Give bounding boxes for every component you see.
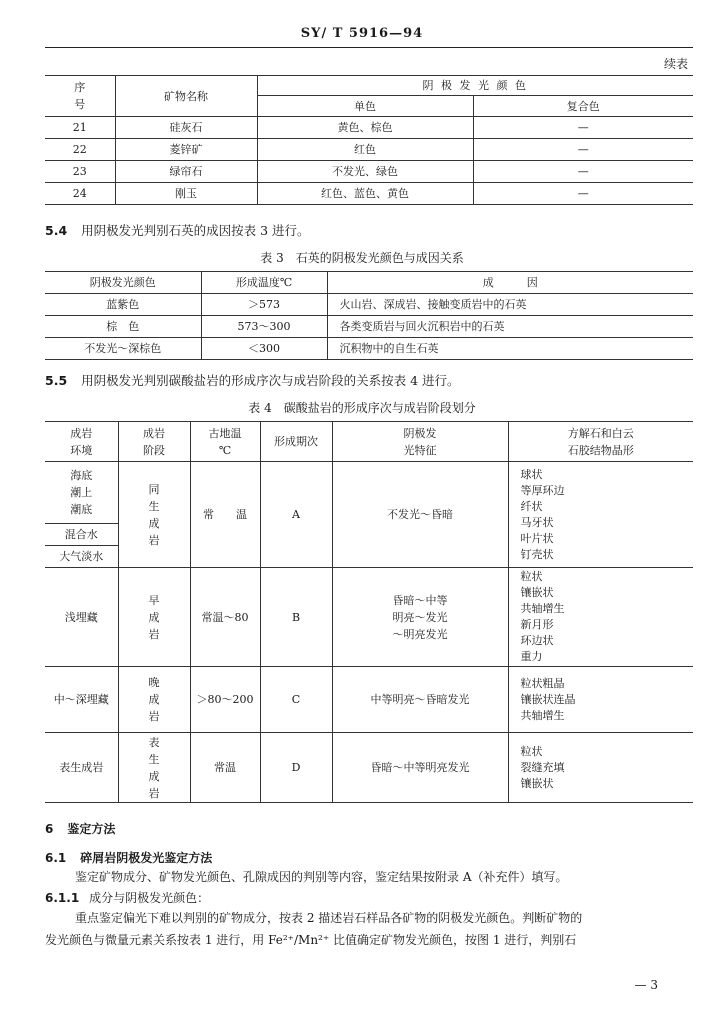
- table-row: 23 绿帘石 不发光、绿色 —: [45, 161, 693, 183]
- section-6: 6 鉴定方法: [45, 822, 116, 836]
- header-rule: [45, 47, 693, 48]
- stage-cell: 晚 成 岩: [118, 667, 190, 733]
- cl-cell: 不发光～昏暗: [332, 462, 508, 568]
- stage-header: 成岩 阶段: [118, 422, 190, 462]
- table-row: 棕 色 573～300 各类变质岩与回火沉积岩中的石英: [45, 316, 693, 338]
- stage-cell: 早 成 岩: [118, 568, 190, 667]
- mineral-header: 矿物名称: [115, 76, 257, 117]
- table-row: 不发光～深棕色 ＜300 沉积物中的自生石英: [45, 338, 693, 360]
- table-row: 21 硅灰石 黄色、棕色 —: [45, 117, 693, 139]
- fabric-cell: 粒状 裂缝充填 镶嵌状: [508, 733, 693, 803]
- cl-cell: 中等明亮～昏暗发光: [332, 667, 508, 733]
- temp-cell: 常温: [190, 733, 260, 803]
- env-cell: 混合水: [45, 524, 118, 546]
- cl-cell: 昏暗～中等 明亮～发光 ～明亮发光: [332, 568, 508, 667]
- continued-label: 续表: [663, 57, 688, 71]
- temp-header: 古地温 ℃: [190, 422, 260, 462]
- table3: [45, 271, 693, 360]
- cl-color-header: 阴 极 发 光 颜 色: [257, 76, 693, 96]
- cl-cell: 昏暗～中等明亮发光: [332, 733, 508, 803]
- fabric-cell: 粒状 镶嵌状 共轴增生 新月形 环边状 重力: [508, 568, 693, 667]
- env-cell: 表生成岩: [45, 733, 118, 803]
- stage-cell: 表 生 成 岩: [118, 733, 190, 803]
- period-cell: A: [260, 462, 332, 568]
- period-header: 形成期次: [260, 422, 332, 462]
- single-color-header: 单色: [257, 96, 473, 117]
- fabric-cell: 粒状粗晶 镶嵌状连晶 共轴增生: [508, 667, 693, 733]
- continued-table: [45, 75, 693, 205]
- section-6-1-1-para1: 重点鉴定偏光下难以判别的矿物成分，按表 2 描述岩石样品各矿物的阴极发光颜色。判断矿物的: [75, 911, 583, 925]
- section-5-4: 5.4 用阴极发光判别石英的成因按表 3 进行。: [45, 223, 310, 238]
- section-5-5: 5.5 用阴极发光判别碳酸盐岩的形成序次与成岩阶段的关系按表 4 进行。: [45, 373, 460, 388]
- table3-header: 阴极发光颜色: [45, 272, 201, 294]
- table-row: [45, 733, 693, 803]
- table-row: [45, 568, 693, 667]
- table4-caption: 表 4 碳酸盐岩的形成序次与成岩阶段划分: [248, 401, 476, 415]
- table3-caption: 表 3 石英的阴极发光颜色与成因关系: [260, 251, 464, 265]
- env-cell: 大气淡水: [45, 546, 118, 568]
- page-number: — 3: [634, 978, 658, 992]
- temp-cell: 常 温: [190, 462, 260, 568]
- compound-color-header: 复合色: [473, 96, 693, 117]
- period-cell: C: [260, 667, 332, 733]
- table-row: 24 刚玉 红色、蓝色、黄色 —: [45, 183, 693, 205]
- fabric-header: 方解石和白云 石胶结物晶形: [508, 422, 693, 462]
- seq-header: 序 号: [45, 76, 115, 117]
- period-cell: D: [260, 733, 332, 803]
- fabric-cell: 球状 等厚环边 纤状 马牙状 叶片状 钉壳状: [508, 462, 693, 568]
- period-cell: B: [260, 568, 332, 667]
- section-6-1-text: 鉴定矿物成分、矿物发光颜色、孔隙成因的判别等内容，鉴定结果按附录 A（补充件）填写。: [75, 870, 568, 884]
- page-header: SY/ T 5916—94: [300, 26, 424, 41]
- env-cell: 中～深埋藏: [45, 667, 118, 733]
- table4: [45, 421, 693, 803]
- temp-cell: ＞80～200: [190, 667, 260, 733]
- section-6-1-1: 6.1.1 成分与阴极发光颜色：: [45, 891, 210, 905]
- table3-header: 形成温度℃: [201, 272, 327, 294]
- section-6-1: 6.1 碎屑岩阴极发光鉴定方法: [45, 851, 213, 865]
- table3-header: 成 因: [327, 272, 693, 294]
- env-cell: 浅埋藏: [45, 568, 118, 667]
- temp-cell: 常温～80: [190, 568, 260, 667]
- cl-header: 阴极发 光特征: [332, 422, 508, 462]
- env-header: 成岩 环境: [45, 422, 118, 462]
- table-row: [45, 667, 693, 733]
- stage-cell: 同 生 成 岩: [118, 462, 190, 568]
- table-row: [45, 462, 693, 524]
- env-cell: 海底 潮上 潮底: [45, 462, 118, 524]
- section-6-1-1-para2: 发光颜色与微量元素关系按表 1 进行，用 Fe²⁺/Mn²⁺ 比值确定矿物发光颜色，按图 1 进行，判别石: [45, 933, 577, 947]
- table-row: 蓝紫色 ＞573 火山岩、深成岩、接触变质岩中的石英: [45, 294, 693, 316]
- table-row: 22 菱锌矿 红色 —: [45, 139, 693, 161]
